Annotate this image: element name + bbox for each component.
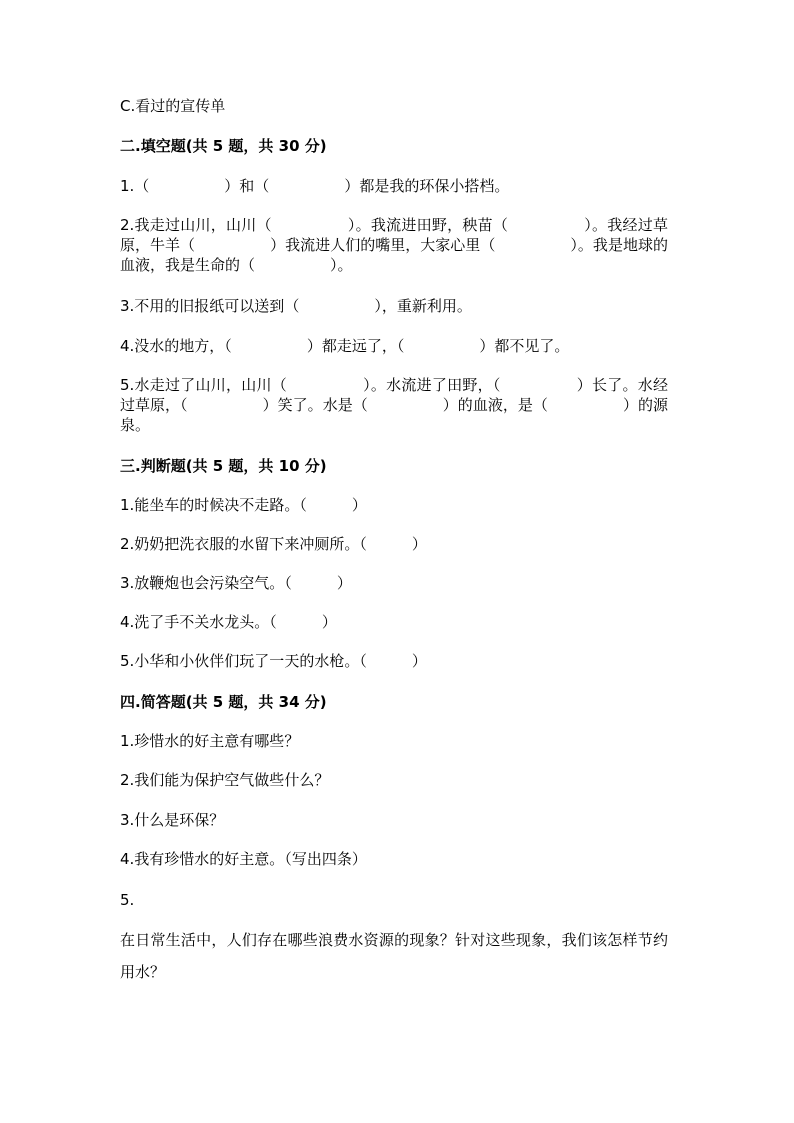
- judge-question-3: 3.放鞭炮也会污染空气。（ ）: [120, 574, 352, 592]
- fill-question-2: 2.我走过山川，山川（ ）。我流进田野，秧苗（ ）。我经过草原，牛羊（ ）我流进人们的嘴里，大家心里（ ）。我是地球的血液，我是生命的（ ）。: [120, 216, 668, 274]
- short-question-4: 4.我有珍惜水的好主意。（写出四条）: [120, 850, 367, 868]
- fill-question-3: 3.不用的旧报纸可以送到（ ），重新利用。: [120, 297, 472, 315]
- short-question-1: 1.珍惜水的好主意有哪些？: [120, 732, 300, 750]
- short-question-5-number: 5.: [120, 891, 135, 909]
- fill-question-5: 5.水走过了山川，山川（ ）。水流进了田野，（ ）长了。水经过草原，（ ）笑了。水是（ ）的血液，是（ ）的源泉。: [120, 376, 668, 434]
- judge-question-2: 2.奶奶把洗衣服的水留下来冲厕所。（ ）: [120, 535, 427, 553]
- judge-question-5: 5.小华和小伙伴们玩了一天的水枪。（ ）: [120, 652, 427, 670]
- fill-question-4: 4.没水的地方，（ ）都走远了，（ ）都不见了。: [120, 337, 570, 355]
- short-question-2: 2.我们能为保护空气做些什么？: [120, 771, 330, 789]
- short-question-3: 3.什么是环保？: [120, 811, 225, 829]
- section-3-heading: 三.判断题(共 5 题，共 10 分): [120, 457, 327, 475]
- option-c: C.看过的宣传单: [120, 97, 226, 115]
- judge-question-1: 1.能坐车的时候决不走路。（ ）: [120, 496, 367, 514]
- judge-question-4: 4.洗了手不关水龙头。（ ）: [120, 613, 337, 631]
- section-2-heading: 二.填空题(共 5 题，共 30 分): [120, 137, 327, 155]
- fill-question-1: 1.（ ）和（ ）都是我的环保小搭档。: [120, 177, 510, 195]
- section-4-heading: 四.简答题(共 5 题，共 34 分): [120, 693, 327, 711]
- short-question-5-text: 在日常生活中，人们存在哪些浪费水资源的现象？针对这些现象，我们该怎样节约用水？: [120, 931, 668, 981]
